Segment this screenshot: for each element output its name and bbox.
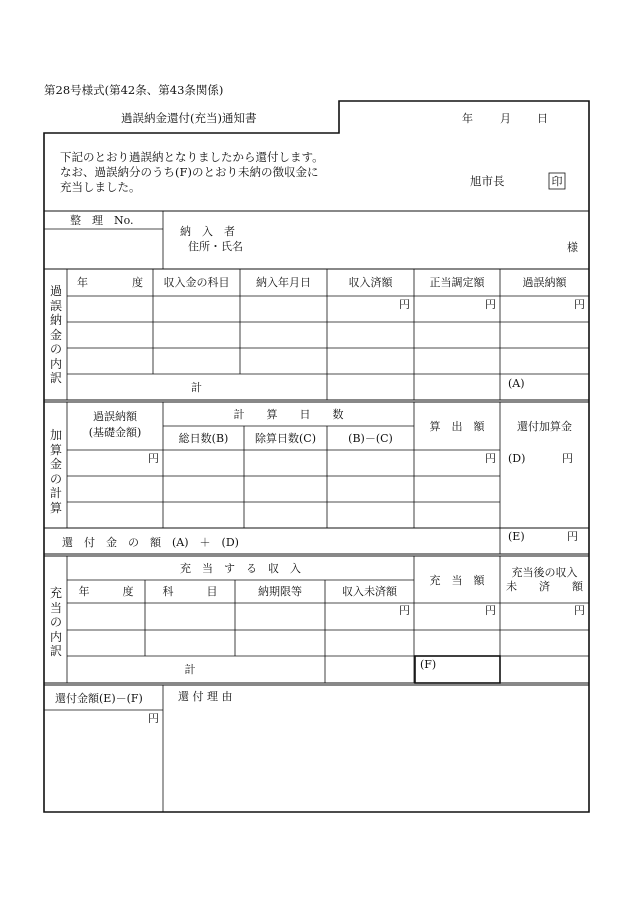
juto-side-label: 充当の内訳 (49, 586, 62, 658)
notice-line-1: 下記のとおり過誤納となりましたから還付します。 (60, 150, 324, 164)
kasan-side-label: 加算金の計算 (49, 428, 62, 515)
refund-reason-label: 還 付 理 由 (178, 690, 233, 703)
kasan-header-calculated: 算 出 額 (429, 420, 485, 433)
refund-net-label: 還付金額(E)－(F) (55, 692, 143, 705)
breakdown-header-subject: 収入金の科目 (163, 276, 230, 289)
mark-f: (F) (420, 658, 437, 671)
juto-total-label: 計 (184, 663, 196, 676)
juto-yen-after: 円 (574, 604, 585, 617)
refund-net-yen: 円 (148, 712, 159, 725)
breakdown-header-overpaid: 過誤納額 (522, 276, 567, 289)
kasan-header-total-days: 総日数(B) (178, 432, 229, 445)
breakdown-header-assessed: 正当調定額 (429, 276, 485, 289)
kasan-header-excluded-days: 除算日数(C) (255, 432, 316, 445)
kasan-header-days: 計 算 日 数 (233, 408, 344, 421)
breakdown-yen-assessed: 円 (485, 298, 496, 311)
juto-header-year: 年 度 (78, 585, 134, 598)
date-day-label: 日 (537, 112, 548, 125)
refund-amount-label: 還 付 金 の 額 (A) ＋ (D) (62, 536, 239, 549)
breakdown-header-pay-date: 納入年月日 (256, 276, 311, 289)
mark-e: (E) (508, 530, 525, 543)
juto-yen-unpaid: 円 (399, 604, 410, 617)
seiri-no-label: 整 理 No. (70, 214, 134, 227)
payer-address-name-label: 住所・氏名 (188, 240, 243, 253)
refund-yen: 円 (567, 530, 578, 543)
kasan-header-amount-2: (基礎金額) (88, 426, 142, 439)
breakdown-yen-overpaid: 円 (574, 298, 585, 311)
breakdown-total-label: 計 (191, 381, 202, 394)
kasan-yen-amount: 円 (148, 452, 159, 465)
juto-header-income: 充 当 す る 収 入 (180, 562, 301, 575)
juto-yen-amount: 円 (485, 604, 496, 617)
breakdown-yen-received: 円 (399, 298, 410, 311)
breakdown-header-received: 収入済額 (348, 276, 393, 289)
kasan-yen-calculated: 円 (485, 452, 496, 465)
kasan-header-refund-add: 還付加算金 (517, 420, 572, 433)
juto-header-subject: 科 目 (162, 585, 218, 598)
mark-a: (A) (508, 377, 525, 390)
juto-header-after-2: 未 済 額 (506, 580, 583, 593)
notice-line-3: 充当しました。 (60, 180, 141, 194)
mark-d: (D) (508, 452, 526, 465)
juto-header-after-1: 充当後の収入 (511, 566, 578, 579)
breakdown-side-label: 過誤納金の内訳 (49, 284, 62, 385)
date-month-label: 月 (500, 112, 511, 125)
seal-mark: 印 (551, 175, 563, 188)
form-title: 過誤納金還付(充当)通知書 (121, 111, 257, 125)
mayor-label: 旭市長 (470, 174, 505, 188)
juto-header-amount: 充 当 額 (429, 574, 485, 587)
notice-line-2: なお、過誤納分のうち(F)のとおり未納の徴収金に (60, 165, 319, 179)
date-year-label: 年 (462, 112, 473, 125)
payer-label: 納 入 者 (180, 225, 235, 238)
kasan-header-b-minus-c: (B)－(C) (348, 432, 393, 445)
juto-header-unpaid: 収入未済額 (342, 585, 397, 598)
kasan-header-amount-1: 過誤納額 (93, 410, 137, 423)
juto-header-due: 納期限等 (258, 585, 302, 598)
kasan-yen-refund-add: 円 (562, 452, 573, 465)
form-number: 第28号様式(第42条、第43条関係) (44, 83, 224, 97)
breakdown-header-year: 年 度 (77, 276, 143, 289)
payer-honorific: 様 (567, 241, 578, 254)
